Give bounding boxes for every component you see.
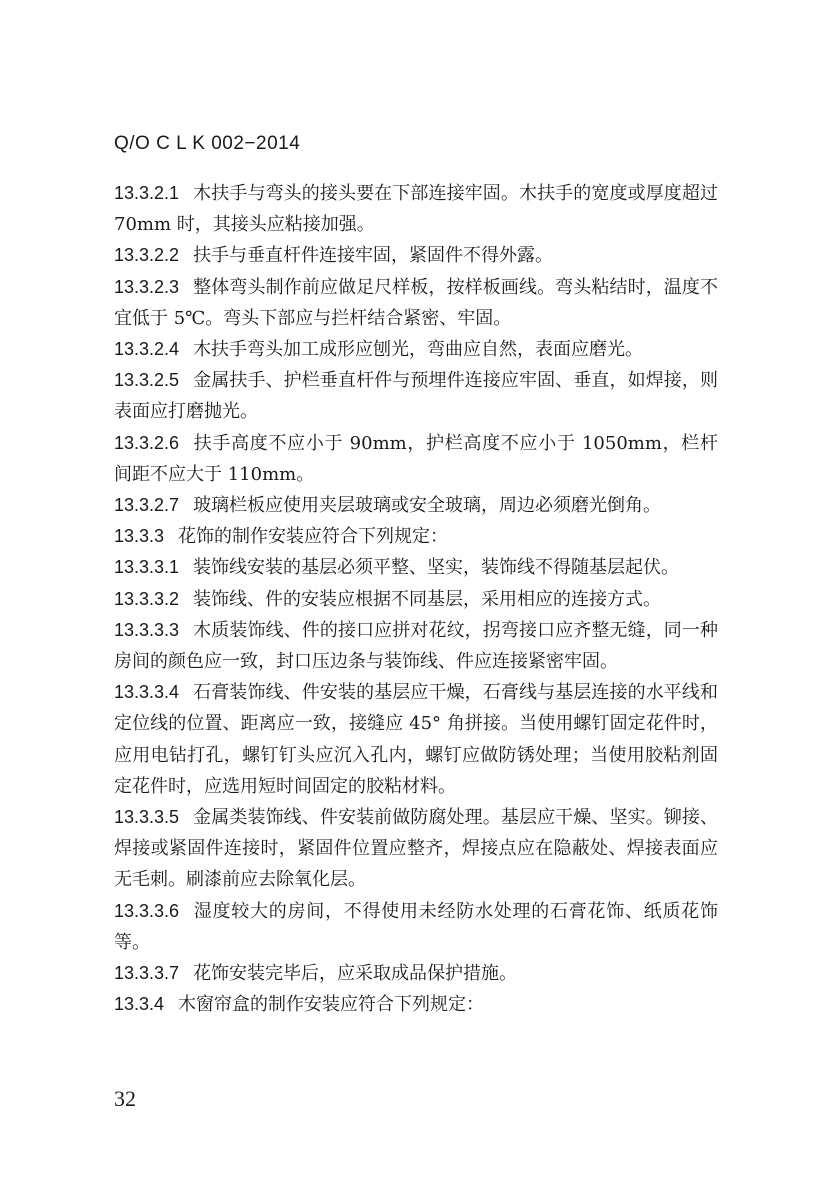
clause-text: 木扶手弯头加工成形应刨光，弯曲应自然，表面应磨光。: [193, 339, 644, 361]
clause-13-3-2-2: [114, 240, 718, 271]
clause-number: 13.3.4: [114, 994, 165, 1015]
clause-text: 玻璃栏板应使用夹层玻璃或安全玻璃，周边必须磨光倒角。: [193, 495, 662, 517]
clause-text: 扶手与垂直杆件连接牢固，紧固件不得外露。: [193, 245, 554, 267]
document-code: Q/O C L K 002−2014: [114, 133, 301, 154]
clause-13-3-3-5: [114, 802, 718, 896]
clause-number: 13.3.2.5: [114, 370, 180, 391]
clause-text: 金属扶手、护栏垂直杆件与预埋件连接应牢固、垂直，如焊接，则表面应打磨抛光。: [114, 370, 718, 423]
clause-text: 整体弯头制作前应做足尺样板，按样板画线。弯头粘结时，温度不宜低于 5℃。弯头下部应与拦杆结合紧密、牢固。: [114, 276, 718, 329]
clause-text: 木窗帘盒的制作安装应符合下列规定：: [178, 994, 485, 1016]
clause-text: 金属类装饰线、件安装前做防腐处理。基层应干燥、坚实。铆接、焊接或紧固件连接时，紧固件位置应整齐，焊接点应在隐蔽处、焊接表面应无毛刺。刷漆前应去除氧化层。: [114, 807, 718, 891]
clause-number: 13.3.3.6: [114, 900, 180, 921]
clause-13-3-3: [114, 521, 718, 552]
clause-13-3-2-3: [114, 272, 718, 334]
clause-number: 13.3.2.7: [114, 495, 180, 516]
clause-text: 花饰的制作安装应符合下列规定：: [178, 526, 449, 548]
clause-13-3-2-4: [114, 334, 718, 365]
clause-number: 13.3.3.3: [114, 619, 180, 640]
clause-13-3-4: [114, 989, 718, 1020]
clause-13-3-2-7: [114, 490, 718, 521]
clause-text: 木扶手与弯头的接头要在下部连接牢固。木扶手的宽度或厚度超过 70mm 时，其接头应粘接加强。: [114, 183, 718, 236]
clause-number: 13.3.2.4: [114, 339, 180, 360]
clause-13-3-2-1: [114, 178, 718, 240]
clause-13-3-2-6: [114, 428, 718, 490]
clause-13-3-3-6: [114, 896, 718, 958]
clause-number: 13.3.2.3: [114, 276, 180, 297]
clause-number: 13.3.2.2: [114, 245, 180, 266]
clause-number: 13.3.3.5: [114, 807, 180, 828]
clause-13-3-2-5: [114, 365, 718, 427]
clause-text: 扶手高度不应小于 90mm，护栏高度不应小于 1050mm，栏杆间距不应大于 110mm。: [114, 432, 718, 485]
clause-text: 装饰线、件的安装应根据不同基层，采用相应的连接方式。: [193, 588, 662, 610]
clause-number: 13.3.3: [114, 526, 165, 547]
clause-13-3-3-2: [114, 584, 718, 615]
clause-13-3-3-3: [114, 615, 718, 677]
clause-13-3-3-1: [114, 552, 718, 583]
clause-text: 木质装饰线、件的接口应拼对花纹，拐弯接口应齐整无缝，同一种房间的颜色应一致，封口压边条与装饰线、件应连接紧密牢固。: [114, 619, 718, 673]
clause-number: 13.3.3.4: [114, 682, 180, 703]
clause-number: 13.3.3.1: [114, 557, 180, 578]
page-number: 32: [114, 1086, 136, 1111]
clause-13-3-3-7: [114, 958, 718, 989]
clause-text: 石膏装饰线、件安装的基层应干燥，石膏线与基层连接的水平线和定位线的位置、距离应一致，接缝应 45° 角拼接。当使用螺钉固定花件时，应用电钻打孔，螺钉钉头应沉入孔内，螺钉应做防锈处理；当使用胶粘剂固定花件时，应选用短时间固定的胶粘材料。: [114, 682, 718, 797]
clause-text: 装饰线安装的基层必须平整、坚实，装饰线不得随基层起伏。: [193, 557, 680, 579]
clause-number: 13.3.2.6: [114, 432, 180, 453]
clause-text: 花饰安装完毕后，应采取成品保护措施。: [193, 963, 518, 985]
body-text: [114, 178, 718, 1020]
clause-13-3-3-4: [114, 677, 718, 802]
clause-number: 13.3.2.1: [114, 183, 180, 203]
clause-number: 13.3.3.7: [114, 963, 180, 984]
clause-text: 湿度较大的房间，不得使用未经防水处理的石膏花饰、纸质花饰等。: [114, 900, 718, 953]
clause-number: 13.3.3.2: [114, 588, 180, 609]
